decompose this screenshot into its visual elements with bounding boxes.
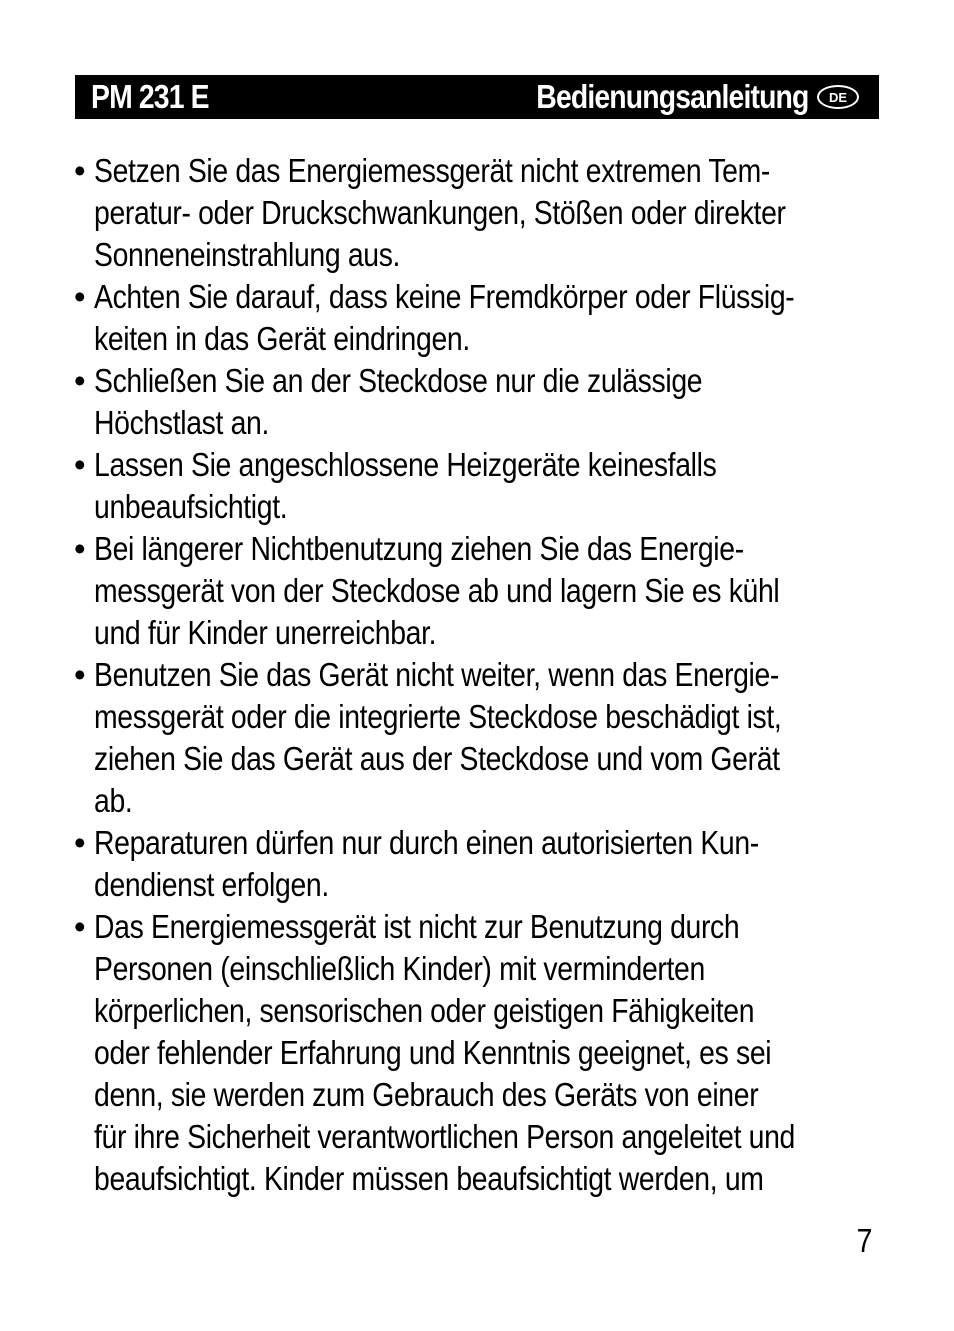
- page-number: 7: [856, 1222, 872, 1259]
- bullet-point: •: [74, 152, 86, 189]
- bullet-point: •: [74, 908, 86, 945]
- list-item: [74, 444, 884, 528]
- text-line: oder fehlender Erfahrung und Kenntnis geeignet, es sei: [94, 1034, 772, 1071]
- model-name: PM 231 E: [91, 78, 209, 115]
- list-item: [74, 654, 884, 822]
- safety-instructions: [74, 150, 884, 1200]
- text-line: denn, sie werden zum Gebrauch des Geräts von einer: [94, 1076, 759, 1113]
- text-line: Achten Sie darauf, dass keine Fremdkörper oder Flüssig-: [94, 278, 795, 315]
- bullet-list: [74, 150, 884, 1200]
- text-line: unbeaufsichtigt.: [94, 488, 288, 525]
- list-item: [74, 150, 884, 276]
- text-line: messgerät von der Steckdose ab und lagern Sie es kühl: [94, 572, 780, 609]
- bullet-point: •: [74, 362, 86, 399]
- manual-title: Bedienungsanleitung: [536, 78, 809, 115]
- text-line: für ihre Sicherheit verantwortlichen Person angeleitet und: [94, 1118, 796, 1155]
- list-item: [74, 822, 884, 906]
- bullet-point: •: [74, 530, 86, 567]
- text-line: Das Energiemessgerät ist nicht zur Benutzung durch: [94, 908, 740, 945]
- text-line: beaufsichtigt. Kinder müssen beaufsichtigt werden, um: [94, 1160, 764, 1197]
- list-item: [74, 276, 884, 360]
- text-line: Bei längerer Nichtbenutzung ziehen Sie das Energie-: [94, 530, 744, 567]
- language-badge: DE: [817, 85, 859, 109]
- text-line: peratur- oder Druckschwankungen, Stößen oder direkter: [94, 194, 786, 231]
- text-line: messgerät oder die integrierte Steckdose beschädigt ist,: [94, 698, 782, 735]
- list-item: [74, 360, 884, 444]
- text-line: Personen (einschließlich Kinder) mit verminderten: [94, 950, 705, 987]
- bullet-point: •: [74, 656, 86, 693]
- bullet-point: •: [74, 278, 86, 315]
- header-bar: [75, 75, 879, 119]
- text-line: Schließen Sie an der Steckdose nur die zulässige: [94, 362, 703, 399]
- text-line: keiten in das Gerät eindringen.: [94, 320, 470, 357]
- text-line: ab.: [94, 782, 133, 819]
- list-item: [74, 528, 884, 654]
- text-line: Setzen Sie das Energiemessgerät nicht extremen Tem-: [94, 152, 771, 189]
- text-line: ziehen Sie das Gerät aus der Steckdose und vom Gerät: [94, 740, 780, 777]
- bullet-point: •: [74, 824, 86, 861]
- text-line: Lassen Sie angeschlossene Heizgeräte keinesfalls: [94, 446, 717, 483]
- header-right: [492, 75, 859, 119]
- bullet-point: •: [74, 446, 86, 483]
- list-item: [74, 906, 884, 1200]
- text-line: Sonneneinstrahlung aus.: [94, 236, 401, 273]
- text-line: Höchstlast an.: [94, 404, 270, 441]
- text-line: Benutzen Sie das Gerät nicht weiter, wenn das Energie-: [94, 656, 780, 693]
- text-line: und für Kinder unerreichbar.: [94, 614, 437, 651]
- text-line: körperlichen, sensorischen oder geistigen Fähigkeiten: [94, 992, 755, 1029]
- text-line: Reparaturen dürfen nur durch einen autorisierten Kun-: [94, 824, 759, 861]
- text-line: dendienst erfolgen.: [94, 866, 329, 903]
